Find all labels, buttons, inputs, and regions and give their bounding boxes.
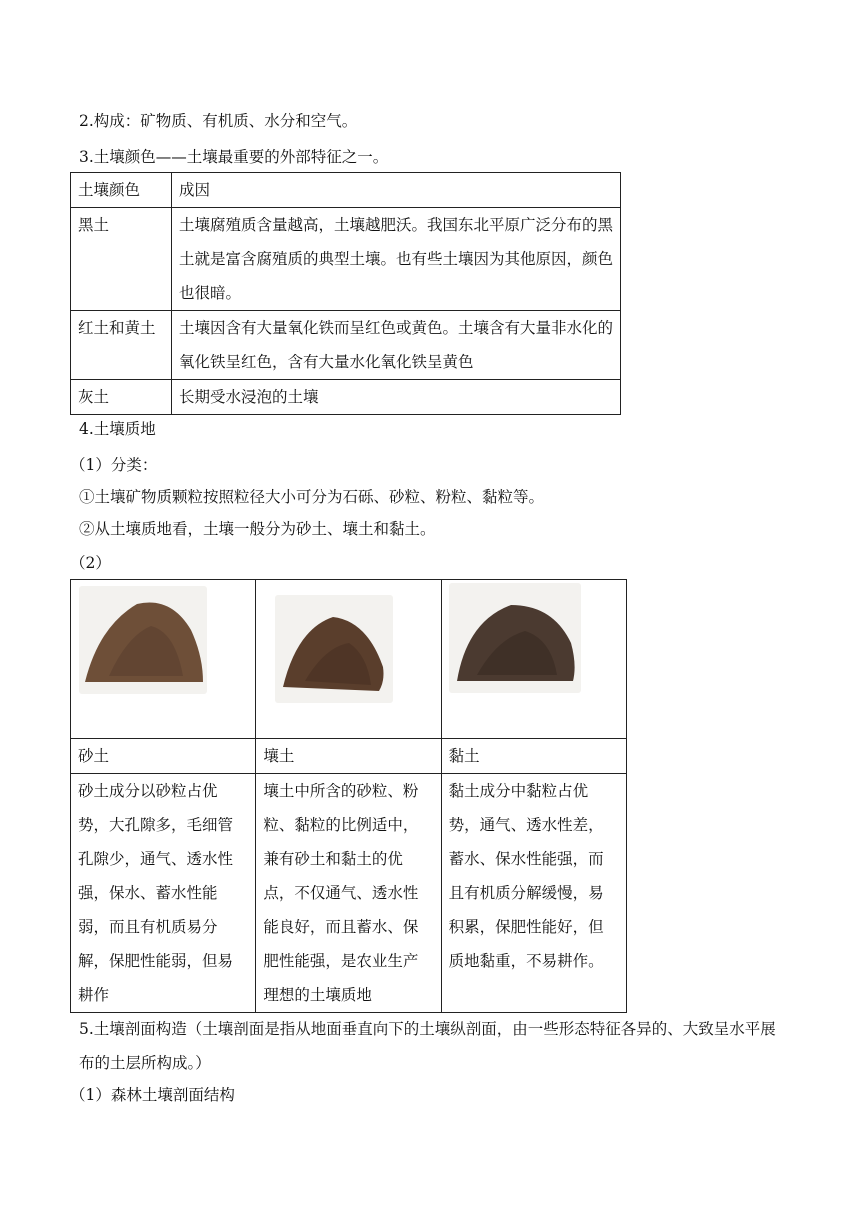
cause-cell: 土壤腐殖质含量越高，土壤越肥沃。我国东北平原广泛分布的黑土就是富含腐殖质的典型土壤。也有些土壤因为其他原因，颜色也很暗。 (172, 208, 621, 311)
table-row (71, 208, 621, 311)
header-cause: 成因 (172, 173, 621, 208)
line-particle-size: ①土壤矿物质颗粒按照粒径大小可分为石砾、砂粒、粉粒、黏粒等。 (79, 488, 545, 506)
texture-name-clay: 黏土 (441, 739, 626, 774)
line-soil-types: ②从土壤质地看，土壤一般分为砂土、壤土和黏土。 (79, 520, 436, 538)
soil-color-cell: 黑土 (71, 208, 172, 311)
texture-desc-loam: 壤土中所含的砂粒、粉粒、黏粒的比例适中，兼有砂土和黏土的优点，不仅通气、透水性能良好，而且蓄水、保肥性能强，是农业生产理想的土壤质地 (256, 774, 441, 1013)
texture-desc-clay: 黏土成分中黏粒占优势，通气、透水性差，蓄水、保水性能强，而且有机质分解缓慢，易积累，保肥性能好，但质地黏重，不易耕作。 (441, 774, 626, 1013)
table-row (71, 380, 621, 415)
clay-soil-image (449, 583, 581, 693)
line-composition: 2.构成：矿物质、有机质、水分和空气。 (79, 112, 358, 130)
texture-name-loam: 壤土 (256, 739, 441, 774)
line-part-2: （2） (70, 554, 111, 572)
table-header-row (71, 173, 621, 208)
sandy-soil-image (79, 586, 207, 694)
image-cell-loam (256, 580, 441, 739)
names-row (71, 739, 627, 774)
soil-color-cell: 灰土 (71, 380, 172, 415)
texture-name-sandy: 砂土 (71, 739, 256, 774)
image-cell-sandy (71, 580, 256, 739)
line-profile-heading: 5.土壤剖面构造（土壤剖面是指从地面垂直向下的土壤纵剖面，由一些形态特征各异的、大致呈水平展布的土层所构成。） (79, 1020, 776, 1072)
image-row (71, 580, 627, 739)
line-texture-heading: 4.土壤质地 (79, 420, 156, 438)
descriptions-row (71, 774, 627, 1013)
soil-color-table (70, 172, 621, 415)
loam-soil-image (275, 595, 393, 703)
texture-desc-sandy: 砂土成分以砂粒占优势，大孔隙多，毛细管孔隙少，通气、透水性强，保水、蓄水性能弱，而且有机质易分解，保肥性能弱，但易耕作 (71, 774, 256, 1013)
cause-cell: 土壤因含有大量氧化铁而呈红色或黄色。土壤含有大量非水化的氧化铁呈红色，含有大量水化氧化铁呈黄色 (172, 311, 621, 380)
header-soil-color: 土壤颜色 (71, 173, 172, 208)
cause-cell: 长期受水浸泡的土壤 (172, 380, 621, 415)
line-soil-color-heading: 3.土壤颜色——土壤最重要的外部特征之一。 (79, 148, 389, 166)
soil-color-cell: 红土和黄土 (71, 311, 172, 380)
table-row (71, 311, 621, 380)
soil-texture-table (70, 579, 627, 1013)
image-cell-clay (441, 580, 626, 739)
line-classification: （1）分类： (70, 456, 158, 474)
line-forest-profile: （1）森林土壤剖面结构 (70, 1086, 235, 1104)
